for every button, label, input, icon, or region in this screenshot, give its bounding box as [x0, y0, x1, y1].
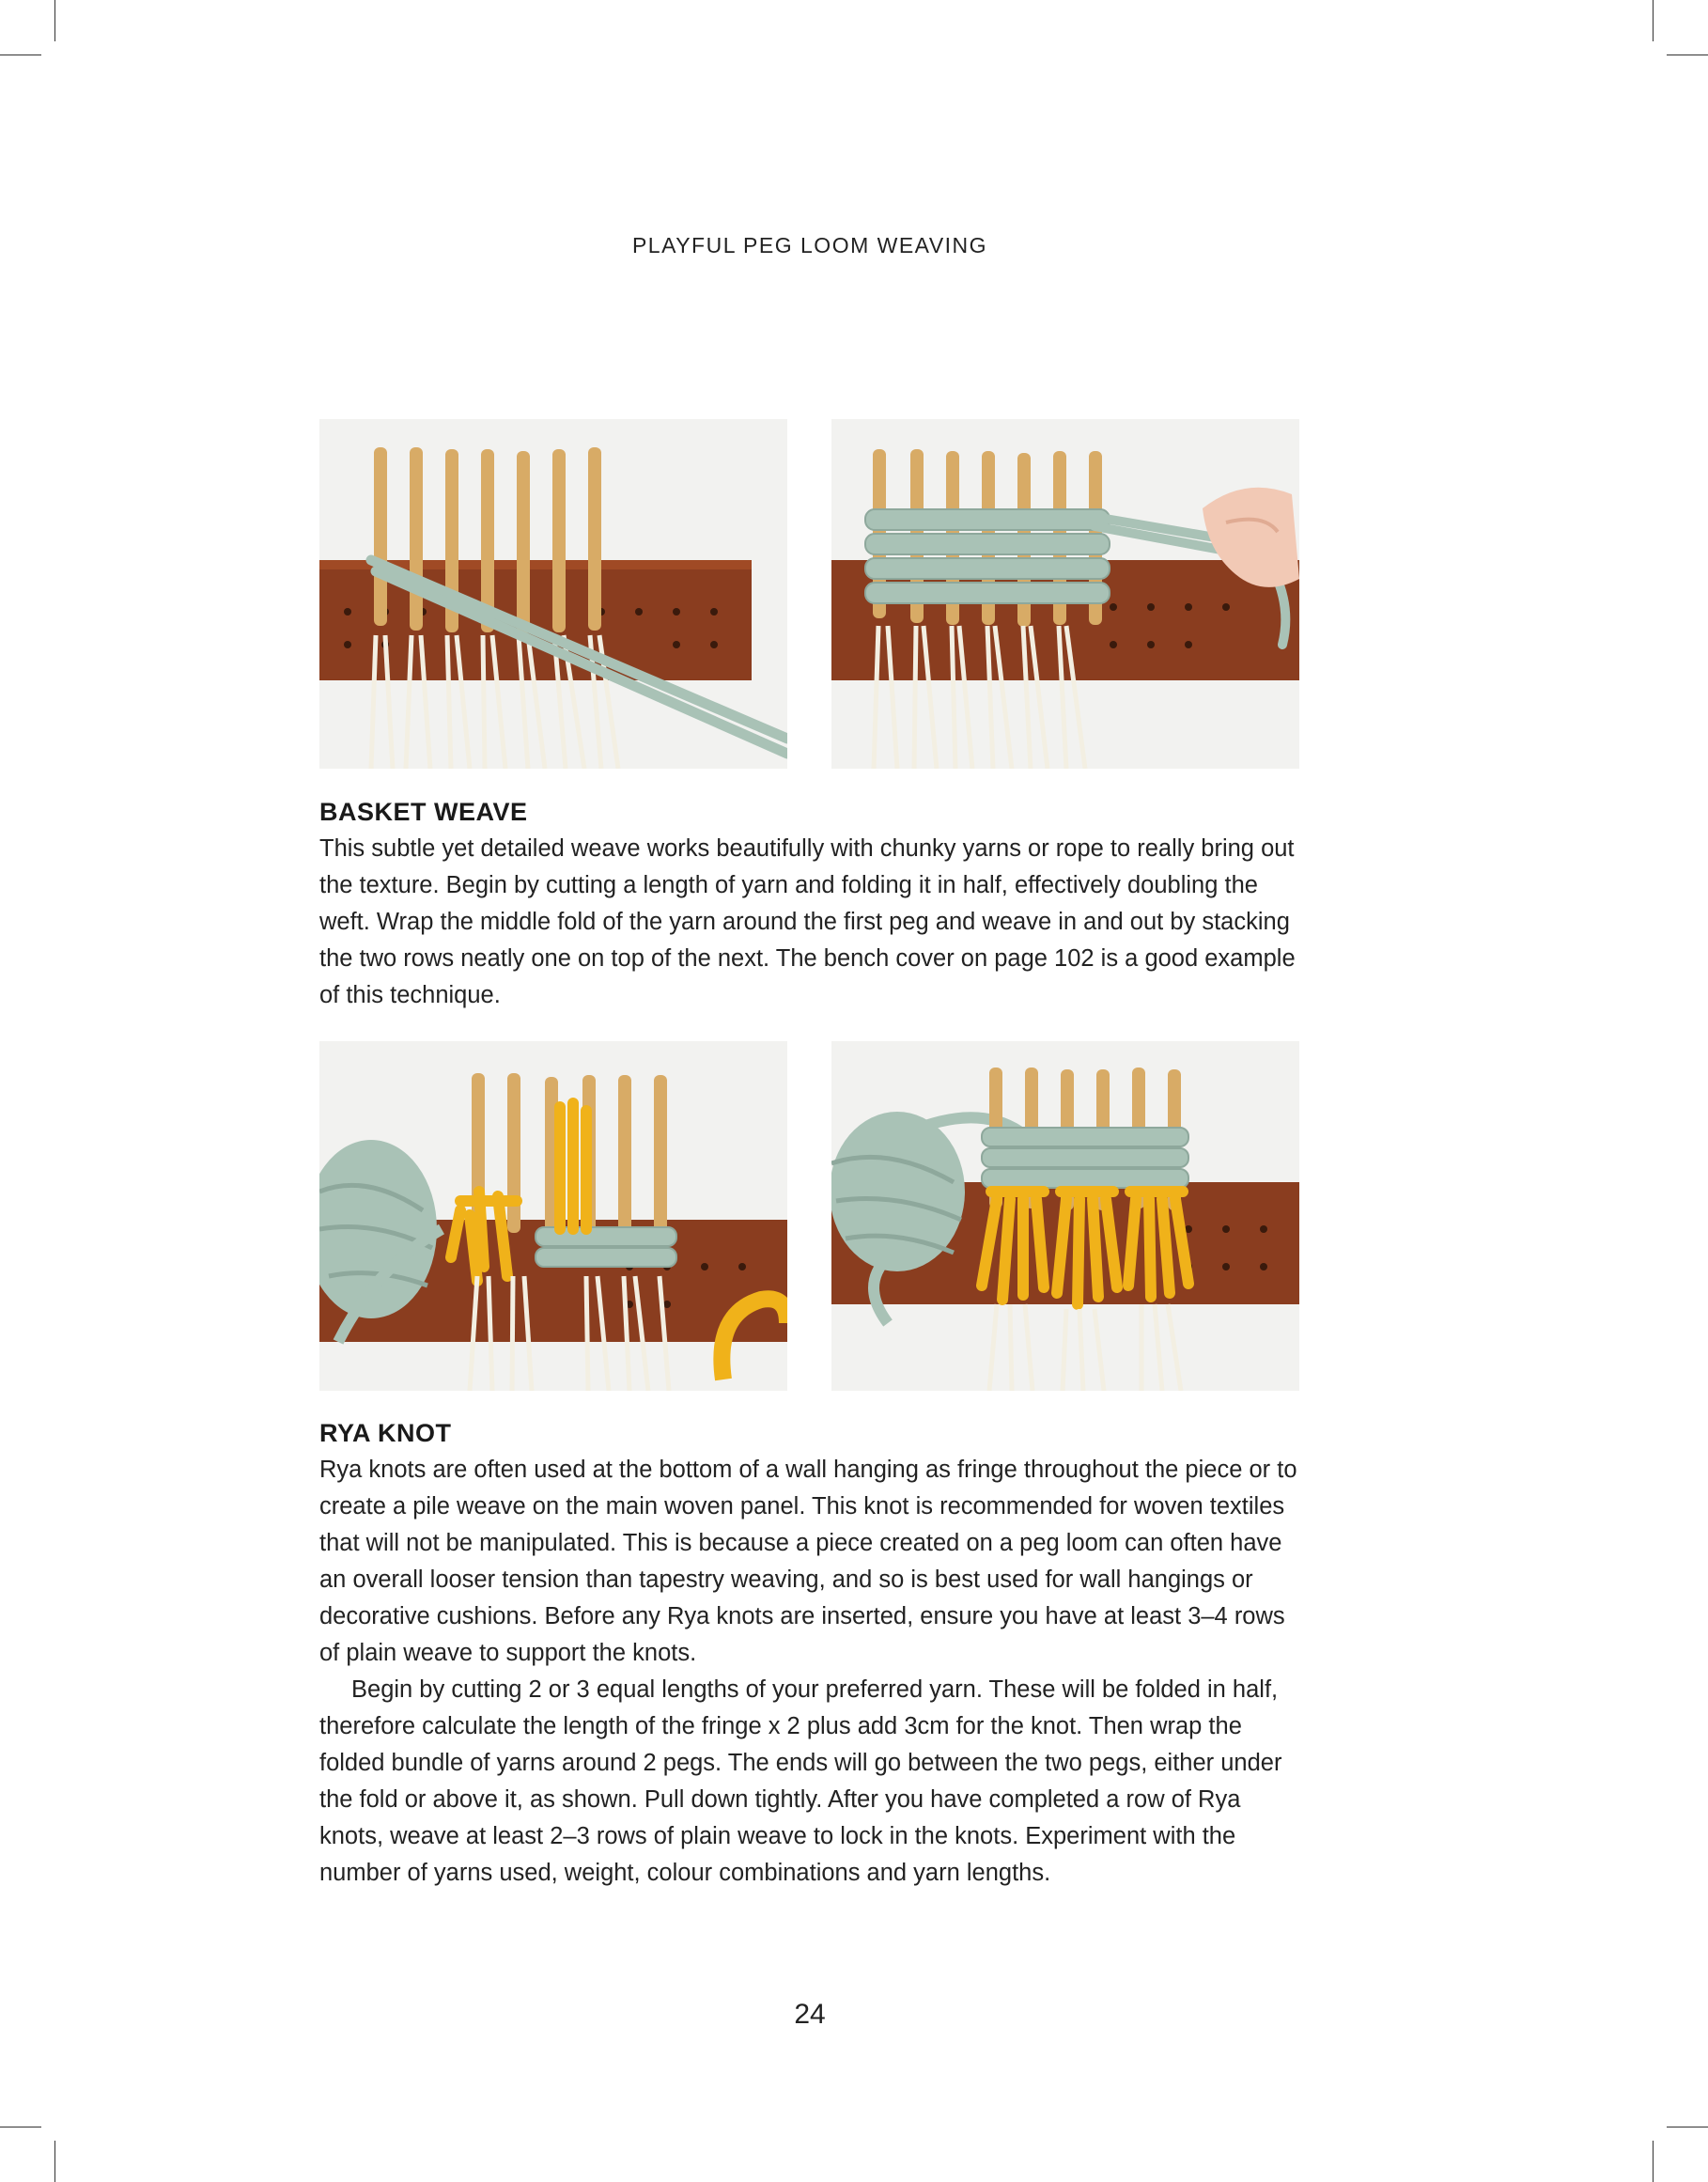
rya-knot-heading: RYA KNOT [319, 1419, 452, 1447]
rya-knot-photo-2 [831, 1041, 1299, 1391]
crop-mark-bottom-left-vertical [54, 2141, 55, 2182]
page-number: 24 [794, 1999, 826, 2030]
rya-knot-photo-1 [319, 1041, 787, 1391]
crop-mark-bottom-right-vertical [1653, 2141, 1654, 2182]
running-head: PLAYFUL PEG LOOM WEAVING [631, 233, 988, 257]
basket-weave-section [319, 798, 1298, 1014]
basket-weave-heading: BASKET WEAVE [319, 798, 528, 826]
rya-knot-section [319, 1419, 1298, 1892]
crop-mark-top-left-vertical [54, 0, 55, 41]
basket-weave-paragraph: This subtle yet detailed weave works beautifully with chunky yarns or rope to really bring out the texture. Begin by cutting a length of yarn and folding it in half, effectively doubling the weft. Wrap the middle fold of the yarn around the first peg and weave in and out by stacking the two rows neatly one on top of the next. The bench cover on page 102 is a good example of this technique. [319, 835, 1296, 1008]
rya-knot-paragraph-1: Rya knots are often used at the bottom of a wall hanging as fringe throughout the piece or to create a pile weave on the main woven panel. This knot is recommended for woven textiles that will not be manipulated. This is because a piece created on a peg loom can often have an overall looser tension than tapestry weaving, and so is best used for wall hangings or decorative cushions. Before any Rya knots are inserted, ensure you have at least 3–4 rows of plain weave to support the knots. [319, 1457, 1297, 1666]
rya-knot-paragraph-2: Begin by cutting 2 or 3 equal lengths of your preferred yarn. These will be folded in half, therefore calculate the length of the fringe x 2 plus add 3cm for the knot. Then wrap the folded bundle of yarns around 2 pegs. The ends will go between the two pegs, either under the fold or above it, as shown. Pull down tightly. After you have completed a row of Rya knots, weave at least 2–3 rows of plain weave to lock in the knots. Experiment with the number of yarns used, weight, colour combinations and yarn lengths. [319, 1676, 1282, 1886]
crop-mark-top-right-vertical [1653, 0, 1654, 41]
basket-weave-photo-2 [831, 419, 1299, 769]
basket-weave-photo-1 [319, 419, 787, 769]
